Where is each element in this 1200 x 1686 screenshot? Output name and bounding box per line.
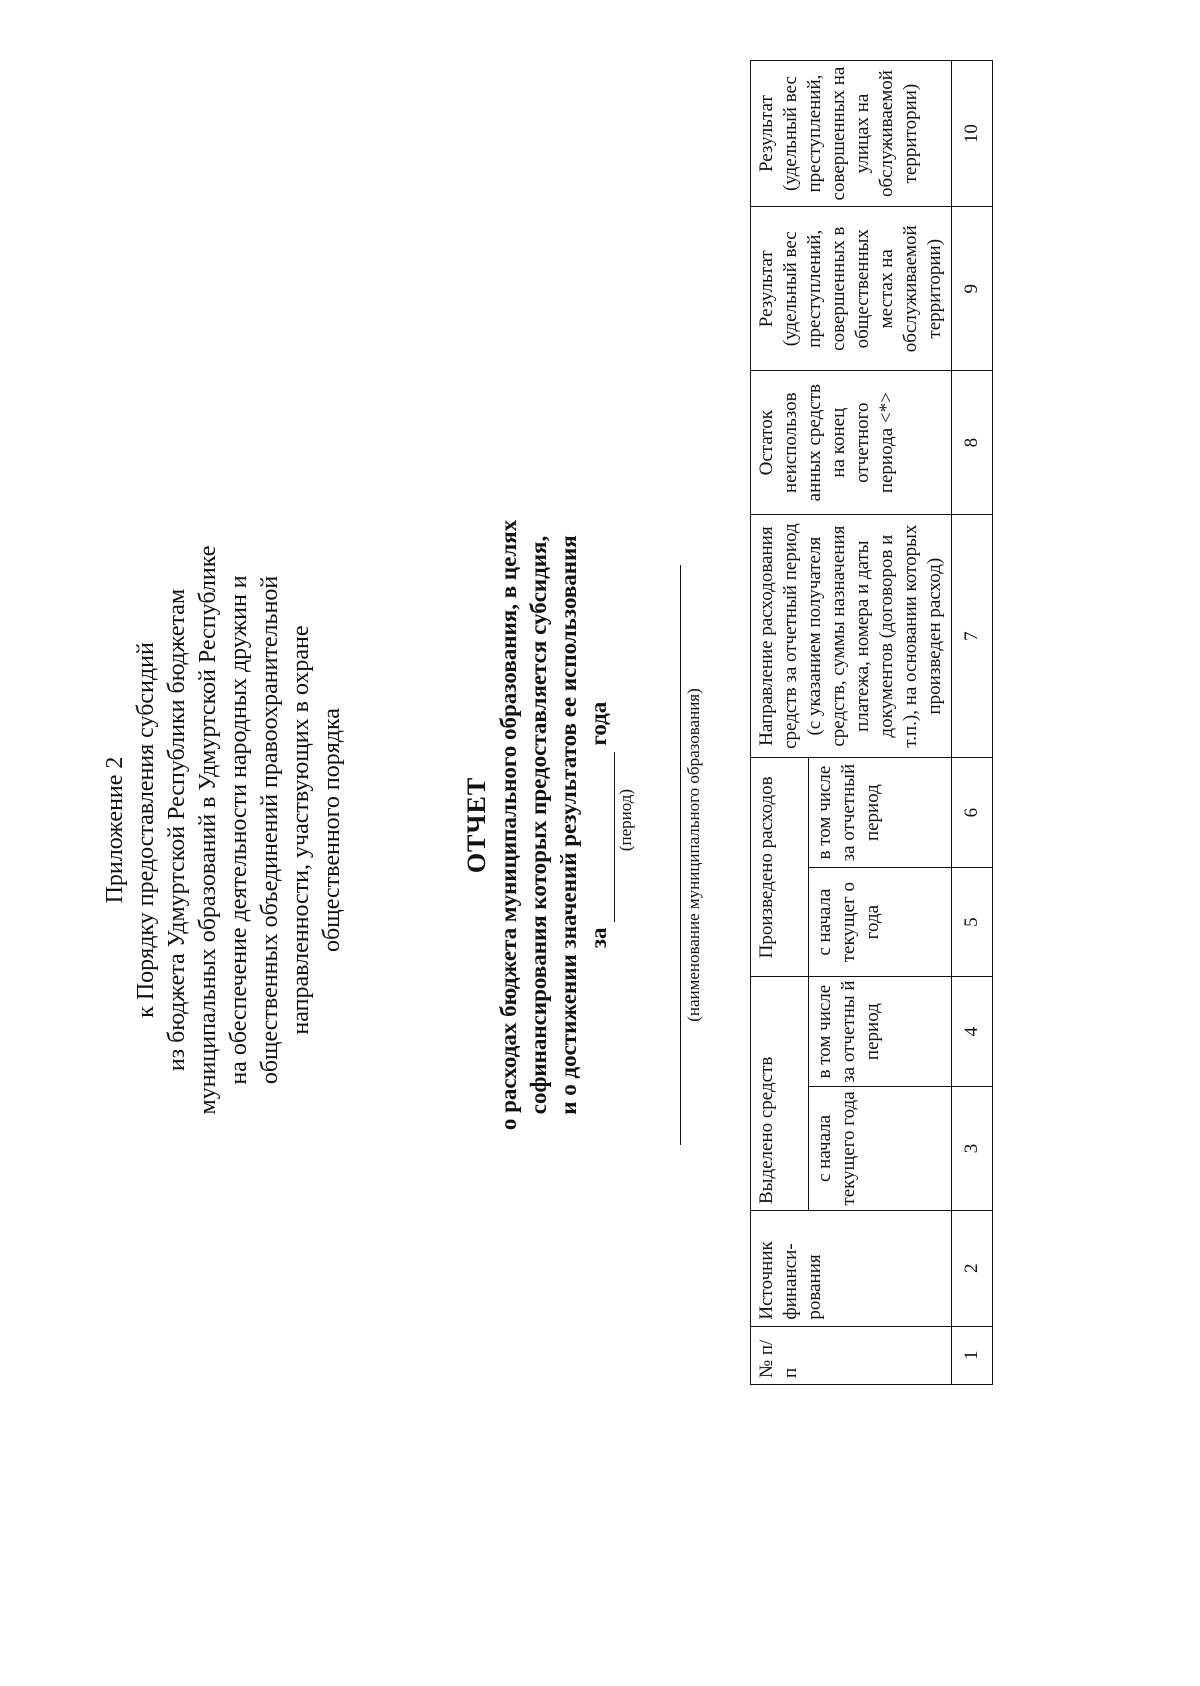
report-subtitle-line: и о достижении значений результатов ее использования — [556, 535, 581, 1115]
report-subtitle-line: софинансирования которых предоставляется субсидия, — [526, 535, 551, 1115]
report-table — [750, 60, 993, 1385]
appendix-line: из бюджета Удмуртской Республики бюджетам — [164, 588, 190, 1072]
column-number: 10 — [952, 61, 993, 207]
header-result-public-places: Результат (удельный вес преступлений, совершенных в общественных местах на обслуживаемой территории) — [751, 207, 952, 371]
period-blank[interactable] — [584, 752, 615, 922]
municipality-caption: (наименование муниципального образования) — [684, 688, 703, 1022]
header-allocated-reporting-period: в том числе за отчетны й период — [809, 977, 952, 1087]
municipality-blank-line[interactable] — [680, 565, 681, 1145]
appendix-line: Приложение 2 — [102, 756, 128, 904]
header-remainder: Остаток неиспользов анных средств на конец отчетного периода <*> — [751, 371, 952, 515]
header-allocated-year-start: с начала текущего года — [809, 1086, 952, 1210]
report-subtitle-line: о расходах бюджета муниципального образования, в целях — [496, 519, 521, 1131]
column-number: 7 — [952, 514, 993, 757]
period-caption: (период) — [616, 788, 635, 852]
column-number: 4 — [952, 977, 993, 1087]
column-number: 2 — [952, 1211, 993, 1327]
column-number: 8 — [952, 371, 993, 515]
header-result-streets: Результат (удельный вес преступлений, совершенных на улицах на обслуживаемой территории) — [751, 61, 952, 207]
period-row — [584, 30, 615, 1620]
appendix-header — [100, 110, 348, 1550]
column-number: 5 — [952, 867, 993, 977]
column-number: 9 — [952, 207, 993, 371]
appendix-line: к Порядку предоставления субсидий — [133, 642, 159, 1018]
appendix-line: на обеспечение деятельности народных дружин и — [226, 575, 252, 1085]
column-number: 3 — [952, 1086, 993, 1210]
column-number-row — [952, 61, 993, 1385]
header-spent-year-start: с начала текущег о года — [809, 867, 952, 977]
report-title-block — [460, 30, 637, 1620]
period-suffix: года — [586, 701, 611, 746]
appendix-line: направленности, участвующих в охране — [288, 625, 314, 1035]
header-row — [751, 61, 809, 1385]
column-number: 1 — [952, 1326, 993, 1384]
header-allocated: Выделено средств — [751, 977, 809, 1211]
appendix-line: муниципальных образований в Удмуртской Республике — [195, 545, 221, 1115]
period-prefix: за — [586, 927, 611, 949]
rotated-page — [40, 30, 1160, 1620]
report-title: ОТЧЕТ — [462, 776, 491, 874]
column-number: 6 — [952, 758, 993, 868]
header-number: № п/п — [751, 1326, 952, 1384]
header-direction: Направление расходования средств за отчетный период (с указанием получателя средств, суммы назначения платежа, номера и даты документов (договоров и т.п.), на основании которых произведен расход) — [751, 514, 952, 757]
header-spent: Произведено расходов — [751, 758, 809, 977]
header-funding-source: Источник финанси-рования — [751, 1211, 952, 1327]
appendix-line: общественных объединений правоохранительной — [257, 575, 283, 1085]
header-spent-reporting-period: в том числе за отчетный период — [809, 758, 952, 868]
appendix-line: общественного порядка — [319, 708, 345, 952]
